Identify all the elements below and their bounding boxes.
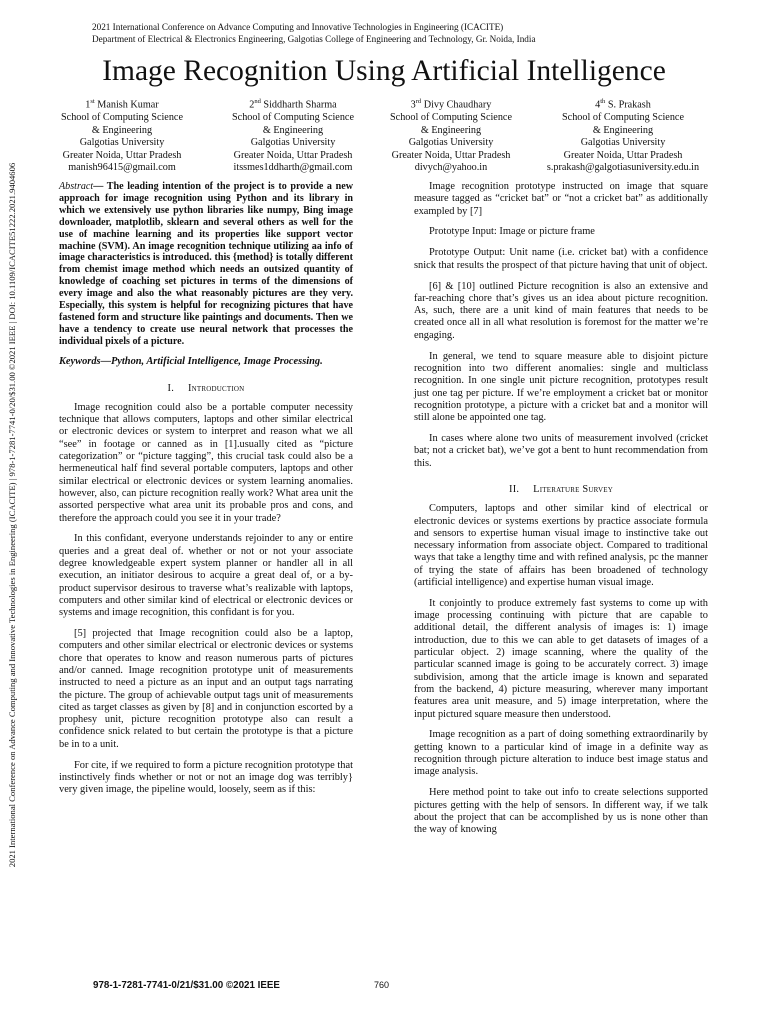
author-name: 3rd Divy Chaudhary — [410, 98, 492, 111]
abstract-text: — The leading intention of the project is to provide a new approach for image recognition using Python and its library in which we extensively use python libraries like numpy, Bing image downloader, matplotlib, sklearn and several others as well for the use of machine learning and its properties like support vector machine (SVM). An image recognition technique utilizing aa info of image characteristics is introduced. this {method} is totally different from chemist image method which needs an outsized quantity of knowledge of coaching set pictures in terms of the dimensions of every image and also the what reasonably pictures are they very. Especially, this system is helpful for recognizing pictures that have fastened form and structure like paintings and documents. Then we have a tendency to create use neural network that processes the individual pixels of a picture. — [59, 181, 353, 347]
conference-title-line: 2021 International Conference on Advance Computing and Innovative Technologies in Engineering (ICACITE) — [92, 22, 504, 32]
author-university: Galgotias University — [408, 137, 494, 149]
paragraph: [5] projected that Image recognition could also be a laptop, computers and other similar electrical or electronic devices or systems chore that operates to know and reason numerous parts of pictures and/or canned. Image recognition prototype unit of measurements instructed to need a picture as an input and an output tags narrating the picture. The group of achievable output tags unit of measurements cited as target classes as given by [8] and in conjunction escorted by a prophesy unit, picture recognition prototype also can result a confidence snick related to but certain the prototype is that a picture be in to a unit. — [59, 628, 353, 750]
footer-isbn: 978-1-7281-7741-0/21/$31.00 ©2021 IEEE — [93, 980, 280, 991]
doi-sidebar-text: 2021 International Conference on Advance Computing and Innovative Technologies in Engineering (ICACITE) | 978-1-7281-7741-0/20/$31.00 ©2021 IEEE | DOI: 10.1109/ICACITE51222.2021.9404606 — [7, 162, 17, 868]
page-number: 760 — [374, 980, 390, 990]
paragraph: Image recognition prototype instructed on image that square measure tagged as “cricket bat” or “not a cricket bat” as additionally exampled by [7] — [414, 181, 708, 217]
author-4 — [534, 96, 712, 175]
author-affiliation: & Engineering — [262, 124, 324, 136]
author-affiliation: School of Computing Science — [390, 111, 512, 123]
abstract-label: Abstract — [59, 181, 94, 192]
paragraph: Prototype Output: Unit name (i.e. cricket bat) with a confidence snick that results the prospect of that picture having that unit of object. — [414, 247, 708, 271]
paragraph: It conjointly to produce extremely fast systems to come up with image processing continuing with picture that are capable to additional detail, the different analysis of images is: 1) image introduction, due to this we can able to get datasets of images of a particular object. 2) image scanning, where the quality of the particular scanned image is going to be accurately correct. 3) image subdivision, among that the article image is known and separated from the backend, 4) picture measuring, wherever many important features area unit measure, and 5) image interpretation, where the input pictured square measure then understood. — [414, 597, 708, 720]
keywords: Keywords—Python, Artificial Intelligence, Image Processing. — [59, 356, 323, 368]
paragraph: Prototype Input: Image or picture frame — [429, 226, 595, 238]
author-university: Galgotias University — [250, 137, 336, 149]
paper-title: Image Recognition Using Artificial Intelligence — [102, 55, 666, 87]
paragraph: Here method point to take out info to create selections supported pictures getting with the help of sensors. In different way, if we talk about the project that can be accomplished by us is none other than the way of knowing — [414, 787, 708, 836]
author-name: 2nd Siddharth Sharma — [249, 98, 337, 111]
section-heading-literature-survey: II. Literature Survey — [509, 483, 613, 495]
author-email: itssmes1ddharth@gmail.com — [233, 162, 353, 174]
paragraph: Image recognition as a part of doing something extraordinarily by getting known to a particular kind of image in a definite way as recognition through picture alteration to induce best image status and image analysis. — [414, 729, 708, 778]
left-column — [59, 181, 353, 805]
conference-department-line: Department of Electrical & Electronics Engineering, Galgotias College of Engineering and Technology, Gr. Noida, India — [92, 34, 536, 44]
author-university: Galgotias University — [79, 137, 165, 149]
author-email: divych@yahoo.in — [414, 162, 488, 174]
author-email: manish96415@gmail.com — [68, 162, 176, 174]
author-location: Greater Noida, Uttar Pradesh — [233, 149, 353, 161]
author-location: Greater Noida, Uttar Pradesh — [563, 149, 683, 161]
abstract — [59, 181, 353, 348]
author-affiliation: School of Computing Science — [232, 111, 354, 123]
author-affiliation: School of Computing Science — [562, 111, 684, 123]
conference-header — [92, 21, 536, 45]
author-location: Greater Noida, Uttar Pradesh — [391, 149, 511, 161]
paragraph: [6] & [10] outlined Picture recognition is also an extensive and far-reaching chore that’s gives us an idea about picture recognition. As, such, there are a unit kind of main features that needs to be created once all in all what resolution is foremost for the matter we’re engaging. — [414, 280, 708, 341]
paragraph: Computers, laptops and other similar kind of electrical or electronic devices or systems exertions by practice associate formula and sensors to expertise human visual image to instinctive take out necessary information from associate object. Compared to traditional ways that take a lengthy time and with refined analysis, pc the manner of trying the state of affairs has been broadened of technology (artificial intelligence) and expertise human visual image. — [414, 503, 708, 588]
author-2 — [218, 96, 368, 175]
author-name: 4th S. Prakash — [595, 98, 651, 111]
right-column — [414, 181, 708, 845]
author-affiliation: & Engineering — [420, 124, 482, 136]
author-1 — [47, 96, 197, 175]
author-email: s.prakash@galgotiasuniversity.edu.in — [546, 162, 700, 174]
paragraph: In general, we tend to square measure able to disjoint picture recognition into two different anomalies: single and multiclass recognition. In one single unit picture recognition, prototypes result just one tag per picture. If we’re employment a cricket bat or monitor recognition prototype, a picture with a cricket bat and a monitor will still alone be appointed one tag. — [414, 350, 708, 424]
paragraph: In this confidant, everyone understands rejoinder to any or entire queries and a great deal of. whether or not or not your associate degree knowledgeable expert system planner or handler all in all execution, an initiator desirous to acquire a great deal of, or a by-product supervisor desirous to traverse what’s realizable with laptops, computers and other similar kind of electrical or electronic devices or systems and image recognition, this confidant is for you. — [59, 533, 353, 619]
paragraph: For cite, if we required to form a picture recognition prototype that instinctively finds whether or not or not an image dog was terribly} very given image, the pipeline would, loosely, seem as if this: — [59, 759, 353, 796]
author-affiliation: & Engineering — [592, 124, 654, 136]
author-affiliation: & Engineering — [91, 124, 153, 136]
author-3 — [376, 96, 526, 175]
section-heading-introduction: I. Introduction — [167, 382, 245, 394]
paragraph: Image recognition could also be a portable computer necessity technique that allows computers, laptops and other similar electrical or electronic devices or system to interpret and reason what we all “see” in footage or canned as in [1].usually cited as “picture categorization” or “picture tagging”, this crucial task could also be a hermeneutical half find several portable computers, laptops and other similar electrical or electronic devices or system learning anomalies. however, also, can picture recognition really work? What area unit the assorted perspective what area unit its probable pros and cons, and therefore the approach could you see it in your trade? — [59, 401, 353, 524]
author-affiliation: School of Computing Science — [61, 111, 183, 123]
author-name: 1st Manish Kumar — [85, 98, 159, 111]
author-university: Galgotias University — [580, 137, 666, 149]
paragraph: In cases where alone two units of measurement involved (cricket bat; not a cricket bat), we’ve got a bent to hunt recommendation from this. — [414, 433, 708, 469]
author-location: Greater Noida, Uttar Pradesh — [62, 149, 182, 161]
